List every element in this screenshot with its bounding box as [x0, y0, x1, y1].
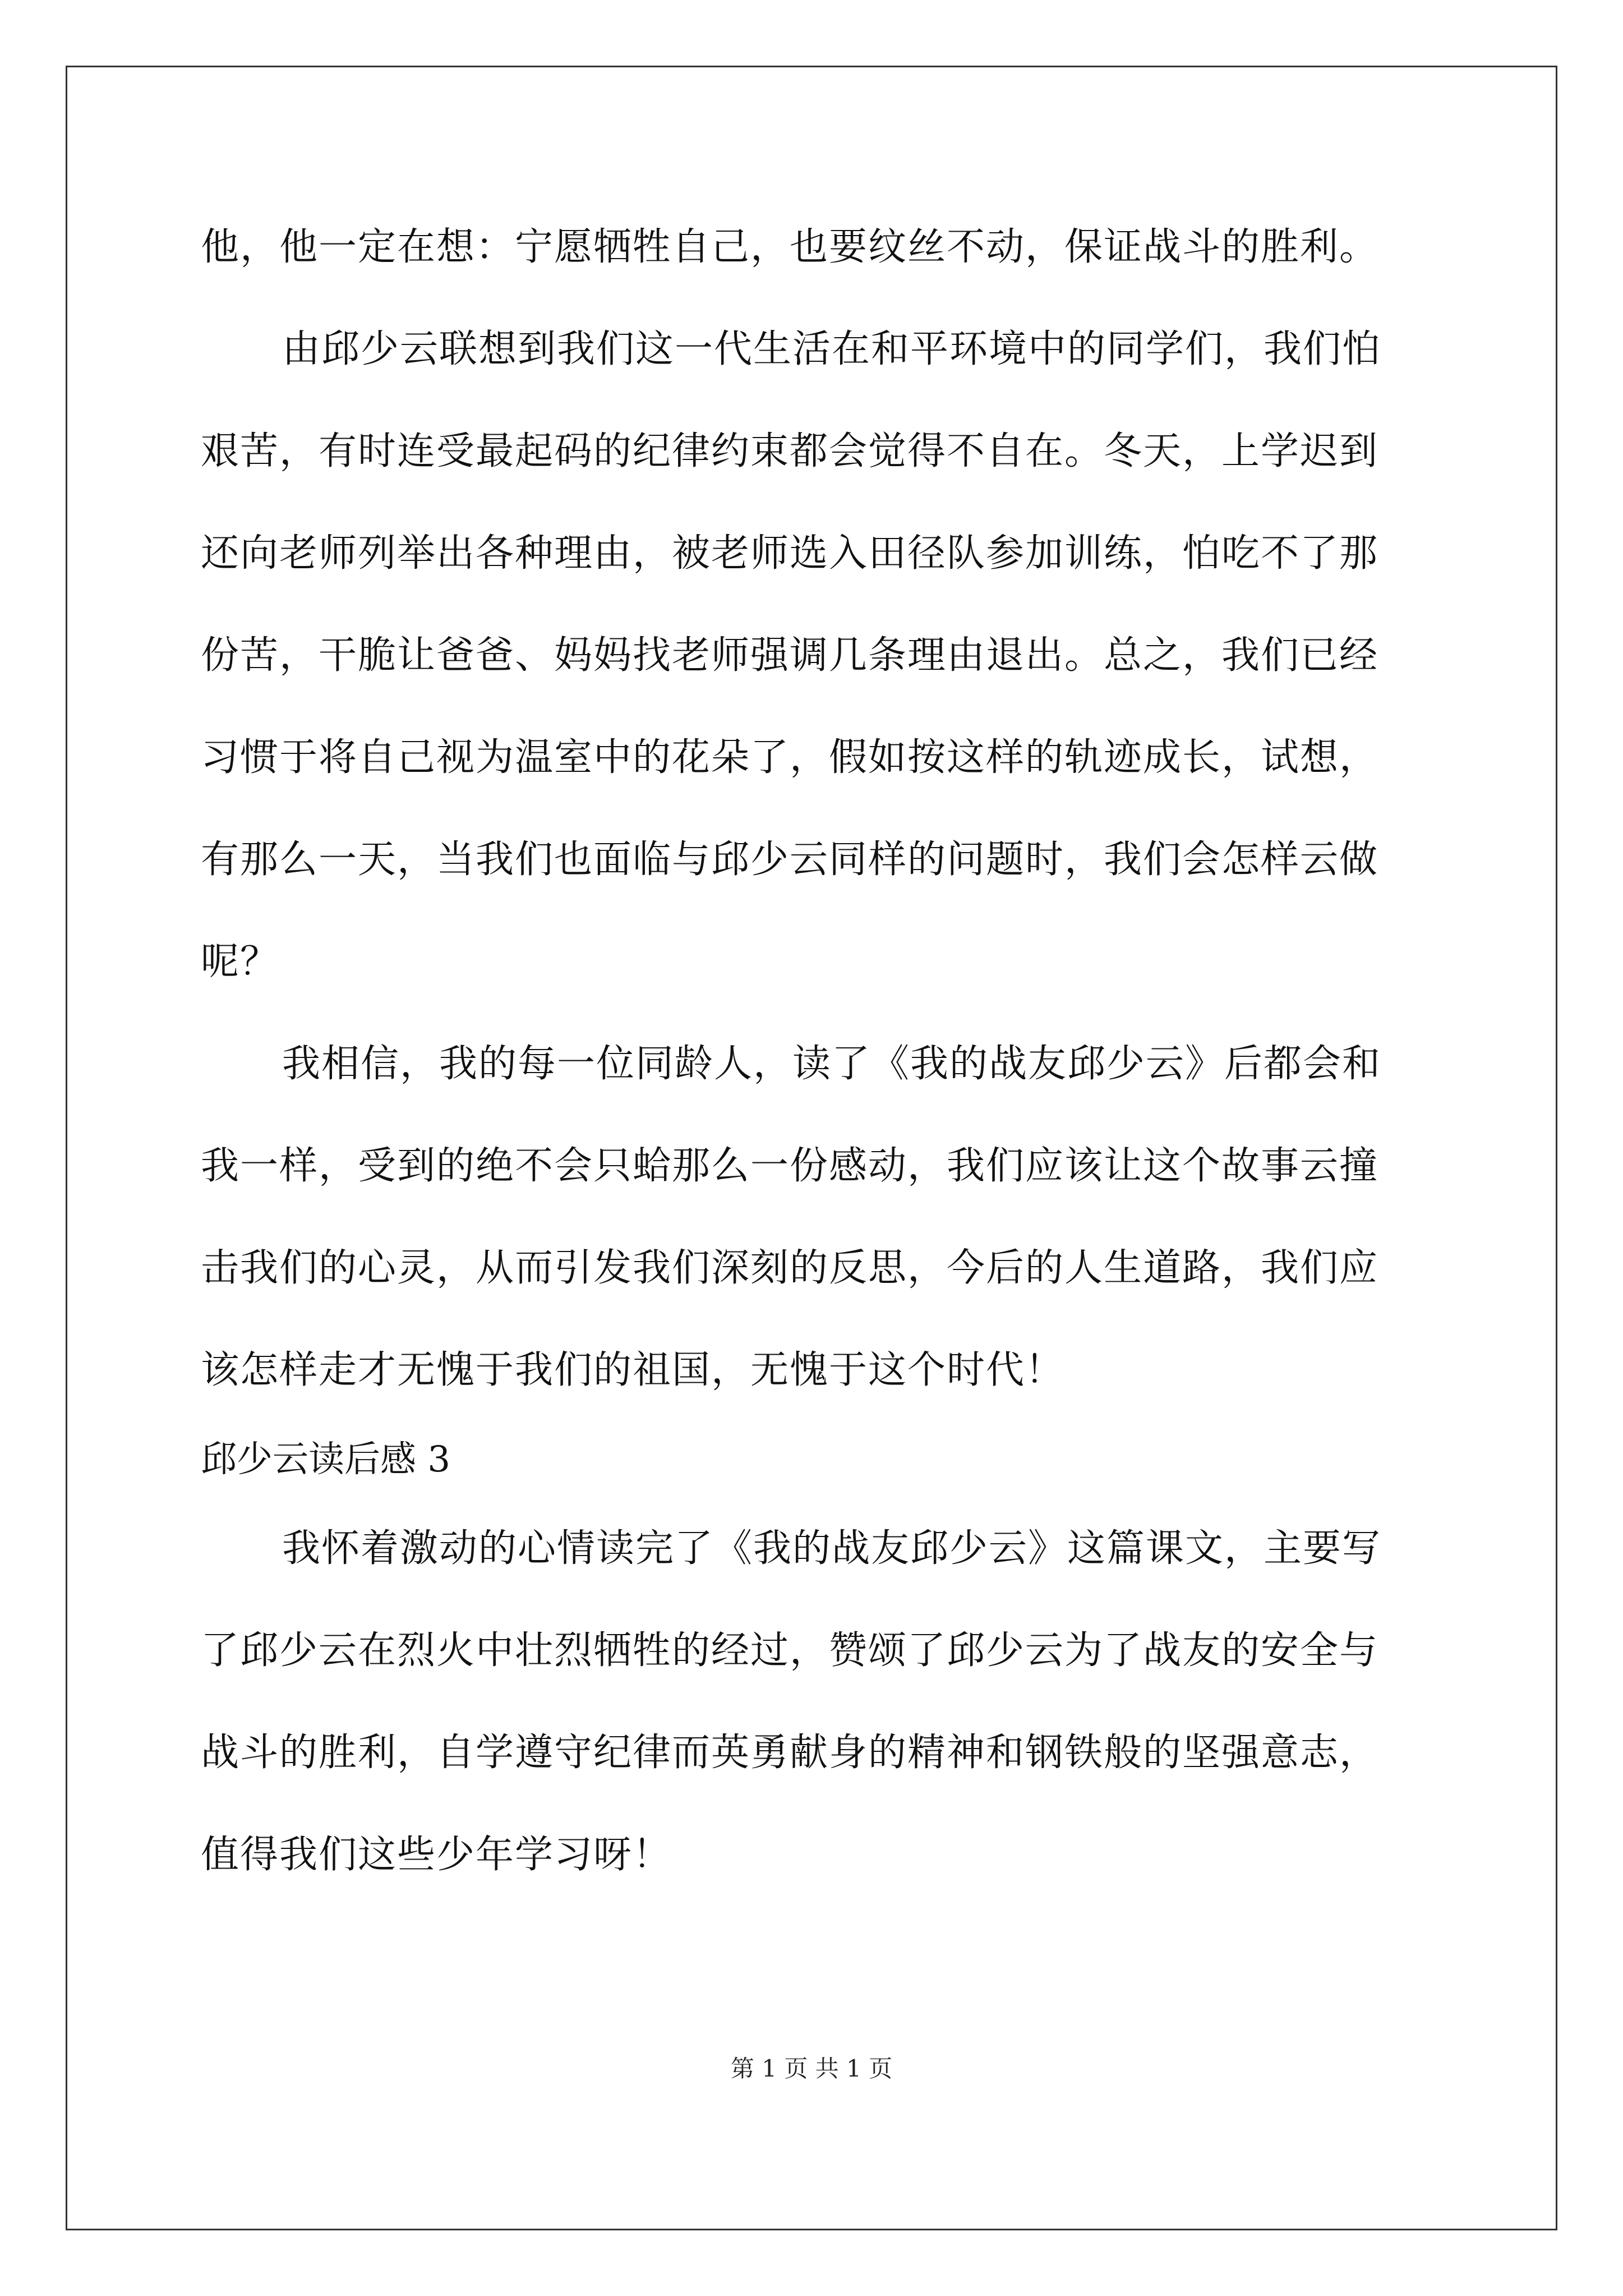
- page-number-footer: 第 1 页 共 1 页: [730, 2055, 893, 2082]
- paragraph-line: 击我们的心灵，从而引发我们深刻的反思，今后的人生道路，我们应: [201, 1246, 1379, 1290]
- paragraph-line: 由邱少云联想到我们这一代生活在和平环境中的同学们，我们怕: [282, 327, 1382, 371]
- paragraph-line: 艰苦，有时连受最起码的纪律约束都会觉得不自在。冬天，上学迟到: [201, 429, 1379, 473]
- paragraph-line: 有那么一天，当我们也面临与邱少云同样的问题时，我们会怎样云做: [201, 838, 1379, 882]
- paragraph-line: 了邱少云在烈火中壮烈牺牲的经过，赞颂了邱少云为了战友的安全与: [201, 1628, 1379, 1673]
- paragraph-line: 值得我们这些少年学习呀！: [201, 1833, 672, 1877]
- paragraph-line: 我怀着激动的心情读完了《我的战友邱少云》这篇课文，主要写: [282, 1526, 1382, 1571]
- paragraph-line: 他，他一定在想：宁愿牺牲自己，也要纹丝不动，保证战斗的胜利。: [201, 225, 1379, 269]
- paragraph-line: 份苦，干脆让爸爸、妈妈找老师强调几条理由退出。总之，我们已经: [201, 633, 1379, 678]
- paragraph-line: 还向老师列举出各种理由，被老师选入田径队参加训练，怕吃不了那: [201, 531, 1379, 576]
- paragraph-line: 我一样，受到的绝不会只蛤那么一份感动，我们应该让这个故事云撞: [201, 1144, 1379, 1188]
- paragraph-line: 该怎样走才无愧于我们的祖国，无愧于这个时代！: [201, 1348, 1065, 1392]
- document-body: [201, 196, 1426, 1906]
- paragraph-line: 习惯于将自己视为温室中的花朵了，假如按这样的轨迹成长，试想，: [201, 735, 1379, 780]
- section-heading: 邱少云读后感 3: [201, 1439, 451, 1480]
- paragraph-line: 我相信，我的每一位同龄人，读了《我的战友邱少云》后都会和: [282, 1042, 1382, 1086]
- paragraph-line: 呢？: [201, 940, 280, 984]
- paragraph-line: 战斗的胜利，自学遵守纪律而英勇献身的精神和钢铁般的坚强意志，: [201, 1731, 1379, 1775]
